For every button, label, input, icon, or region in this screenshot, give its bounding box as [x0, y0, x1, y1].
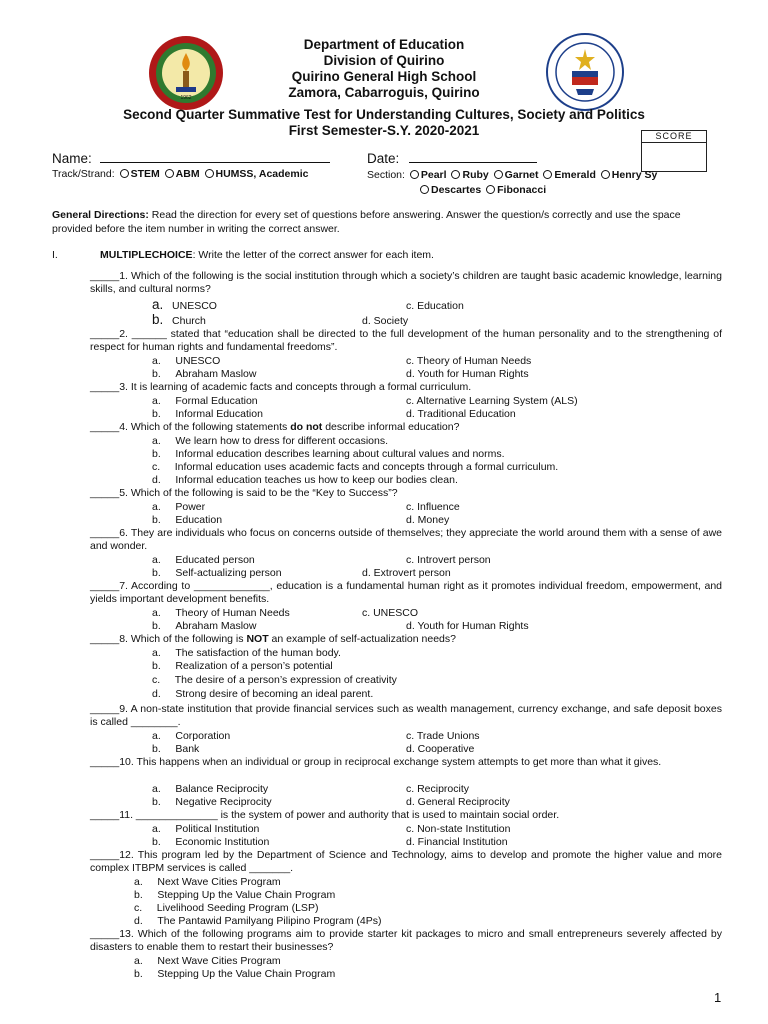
- henry-sy-radio[interactable]: [601, 170, 610, 179]
- q12-option-d: d. The Pantawid Pamilyang Pilipino Program (4Ps): [134, 915, 382, 927]
- q7-option-a: a. Theory of Human Needs: [152, 607, 290, 619]
- q13-option-b: b. Stepping Up the Value Chain Program: [134, 968, 336, 980]
- q3-option-b: b. Informal Education: [152, 408, 263, 420]
- directions-text: Read the direction for every set of questions before answering. Answer the question/s correctly and use the space provided before the item number in writing the correct answer.: [52, 209, 681, 235]
- q8-option-a: a. The satisfaction of the human body.: [152, 647, 341, 659]
- q9-option-b: b. Bank: [152, 743, 200, 755]
- q5-option-c: c. Influence: [406, 501, 460, 513]
- emerald-radio[interactable]: [543, 170, 552, 179]
- q10-option-c: c. Reciprocity: [406, 783, 470, 795]
- q7-option-c: c. UNESCO: [362, 607, 419, 619]
- section-row: [367, 168, 727, 198]
- q5-option-d: d. Money: [406, 514, 450, 526]
- q11-option-c: c. Non-state Institution: [406, 823, 511, 835]
- question-5: _____5. Which of the following is said to be the “Key to Success”?: [90, 487, 398, 499]
- stem-radio[interactable]: [120, 169, 129, 178]
- q13-option-a: a. Next Wave Cities Program: [134, 955, 281, 967]
- question-2: _____2. ______ stated that “education shall be directed to the full development of the human personality and to the strengthening of respect for human rights and fundamental freedoms”.: [90, 328, 722, 354]
- q4-option-c: c. Informal education uses academic facts and concepts through a formal curriculum.: [152, 461, 559, 473]
- q11-option-d: d. Financial Institution: [406, 836, 508, 848]
- school-name: Quirino General High School: [291, 69, 477, 84]
- question-10: _____10. This happens when an individual or group in reciprocal exchange system attempts to get more than what it gives.: [90, 756, 662, 768]
- q10-option-b: b. Negative Reciprocity: [152, 796, 272, 808]
- question-8: _____8. Which of the following is NOT an example of self-actualization needs?: [90, 633, 456, 645]
- descartes-radio[interactable]: [420, 185, 429, 194]
- q1-option-c: c. Education: [406, 300, 464, 312]
- q10-option-d: d. General Reciprocity: [406, 796, 510, 808]
- q6-option-a: a. Educated person: [152, 554, 255, 566]
- track-suffix: , Academic: [253, 168, 309, 180]
- part-number: I.: [52, 249, 58, 261]
- question-1: _____1. Which of the following is the social institution through which a society’s children are taught basic academic knowledge, learning skills, and cultural norms?: [90, 270, 722, 296]
- part-instruction: : Write the letter of the correct answer for each item.: [192, 249, 434, 261]
- seal-year: 1962: [180, 95, 192, 101]
- q11-option-a: a. Political Institution: [152, 823, 260, 835]
- department-name: Department of Education: [303, 37, 465, 52]
- q1-option-d: d. Society: [362, 315, 409, 327]
- test-title-semester: First Semester-S.Y. 2020-2021: [288, 123, 480, 138]
- question-4: _____4. Which of the following statements do not describe informal education?: [90, 421, 460, 433]
- q8-option-b: b. Realization of a person’s potential: [152, 660, 333, 672]
- general-directions: [52, 209, 712, 236]
- q8-option-d: d. Strong desire of becoming an ideal parent.: [152, 688, 374, 700]
- test-title-main: Second Quarter Summative Test for Understanding Cultures, Society and Politics: [123, 107, 645, 122]
- division-name: Division of Quirino: [323, 53, 445, 68]
- name-label: Name:: [52, 151, 92, 166]
- q9-option-c: c. Trade Unions: [406, 730, 480, 742]
- question-7: _____7. According to _____________, education is a fundamental human right as it promotes individual freedom, empowerment, and yields important development benefits.: [90, 580, 722, 606]
- track-option-abm: ABM: [175, 168, 200, 180]
- pearl-radio[interactable]: [410, 170, 419, 179]
- q12-option-a: a. Next Wave Cities Program: [134, 876, 281, 888]
- section-option-henry-sy: Henry Sy: [611, 169, 658, 181]
- q12-option-b: b. Stepping Up the Value Chain Program: [134, 889, 336, 901]
- humss-radio[interactable]: [205, 169, 214, 178]
- section-label: Section:: [367, 169, 405, 181]
- q6-option-c: c. Introvert person: [406, 554, 491, 566]
- q5-option-a: a. Power: [152, 501, 206, 513]
- q3-option-c: c. Alternative Learning System (ALS): [406, 395, 578, 407]
- q3-option-d: d. Traditional Education: [406, 408, 516, 420]
- question-12: _____12. This program led by the Department of Science and Technology, aims to develop and promote the higher value and more complex ITBPM services is called _______.: [90, 849, 722, 875]
- letterhead: [0, 37, 768, 101]
- q7-option-d: d. Youth for Human Rights: [406, 620, 529, 632]
- q6-option-b: b. Self-actualizing person: [152, 567, 282, 579]
- q2-option-d: d. Youth for Human Rights: [406, 368, 529, 380]
- q6-option-d: d. Extrovert person: [362, 567, 451, 579]
- section-option-garnet: Garnet: [504, 169, 539, 181]
- date-blank[interactable]: [409, 150, 537, 163]
- q9-option-a: a. Corporation: [152, 730, 231, 742]
- question-6: _____6. They are individuals who focus on concerns outside of themselves; they appreciate the world around them with a sense of awe and wonder.: [90, 527, 722, 553]
- part-title: MULTIPLECHOICE: [100, 249, 193, 261]
- section-option-emerald: Emerald: [554, 169, 596, 181]
- q2-option-a: a. UNESCO: [152, 355, 221, 367]
- date-label: Date:: [367, 151, 400, 166]
- q7-option-b: b. Abraham Maslow: [152, 620, 257, 632]
- part-heading: [52, 249, 434, 261]
- abm-radio[interactable]: [165, 169, 174, 178]
- score-label: SCORE: [642, 131, 706, 143]
- q10-option-a: a. Balance Reciprocity: [152, 783, 269, 795]
- q11-option-b: b. Economic Institution: [152, 836, 270, 848]
- track-option-stem: STEM: [130, 168, 160, 180]
- question-11: _____11. ______________ is the system of power and authority that is used to maintain social order.: [90, 809, 560, 821]
- name-blank[interactable]: [100, 150, 330, 163]
- section-option-fibonacci: Fibonacci: [497, 184, 547, 196]
- question-9: _____9. A non-state institution that provide financial services such as wealth management, currency exchange, and safe deposit boxes is called ________.: [90, 703, 722, 729]
- q2-option-b: b. Abraham Maslow: [152, 368, 257, 380]
- q9-option-d: d. Cooperative: [406, 743, 475, 755]
- q3-option-a: a. Formal Education: [152, 395, 258, 407]
- track-label: Track/Strand:: [52, 168, 115, 180]
- q4-option-d: d. Informal education teaches us how to keep our bodies clean.: [152, 474, 458, 486]
- fibonacci-radio[interactable]: [486, 185, 495, 194]
- directions-label: General Directions:: [52, 209, 149, 221]
- school-address: Zamora, Cabarroguis, Quirino: [288, 85, 480, 100]
- track-strand-row: [52, 168, 308, 180]
- garnet-radio[interactable]: [494, 170, 503, 179]
- q8-option-c: c. The desire of a person’s expression of creativity: [152, 674, 397, 686]
- date-field[interactable]: [367, 150, 537, 166]
- question-13: _____13. Which of the following programs aim to provide starter kit packages to micro and small entrepreneurs severely affected by disasters to enable them to restart their businesses?: [90, 928, 722, 954]
- q1-option-a: a. UNESCO: [152, 297, 217, 312]
- track-option-humss: HUMSS: [215, 168, 254, 180]
- page-number: 1: [714, 990, 722, 1005]
- score-box[interactable]: [641, 130, 707, 172]
- q12-option-c: c. Livelihood Seeding Program (LSP): [134, 902, 319, 914]
- ruby-radio[interactable]: [451, 170, 460, 179]
- section-option-ruby: Ruby: [462, 169, 489, 181]
- question-3: _____3. It is learning of academic facts and concepts through a formal curriculum.: [90, 381, 472, 393]
- name-field[interactable]: [52, 150, 330, 166]
- section-option-descartes: Descartes: [431, 184, 482, 196]
- q4-option-b: b. Informal education describes learning about cultural values and norms.: [152, 448, 505, 460]
- q4-option-a: a. We learn how to dress for different occasions.: [152, 435, 388, 447]
- q5-option-b: b. Education: [152, 514, 223, 526]
- q1-option-b: b. Church: [152, 312, 206, 327]
- section-option-pearl: Pearl: [420, 169, 447, 181]
- q2-option-c: c. Theory of Human Needs: [406, 355, 532, 367]
